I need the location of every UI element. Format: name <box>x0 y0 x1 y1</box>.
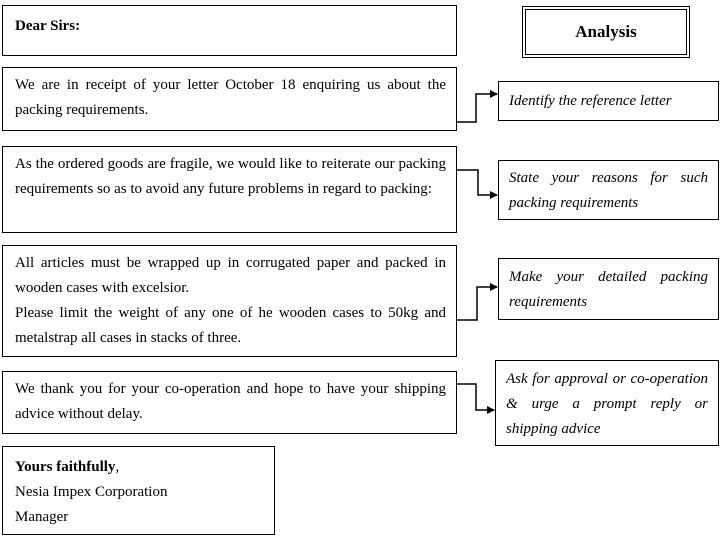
paragraph-thanks-text: We thank you for your co-operation and hope to have your shipping advice without delay. <box>15 381 446 422</box>
closing-phrase: Yours faithfully <box>15 459 116 475</box>
connector-arrow-1 <box>457 94 497 122</box>
paragraph-requirements-text-2: Please limit the weight of any one of he wooden cases to 50kg and metalstrap all cases in stacks of three. <box>15 305 446 346</box>
salutation-text: Dear Sirs: <box>15 18 81 34</box>
closing-comma: , <box>115 459 120 475</box>
paragraph-reference-text: We are in receipt of your letter October 18 enquiring us about the packing requirements. <box>15 77 446 118</box>
analysis-text-2: State your reasons for such packing requirements <box>509 170 708 211</box>
connector-arrow-3 <box>457 287 497 320</box>
analysis-text-3: Make your detailed packing requirements <box>509 269 708 310</box>
closing-company: Nesia Impex Corporation <box>15 484 168 500</box>
closing-title: Manager <box>15 509 69 525</box>
analysis-text-1: Identify the reference letter <box>509 93 672 109</box>
analysis-title: Analysis <box>525 9 687 55</box>
analysis-text-4: Ask for approval or co-operation & urge a prompt reply or shipping advice <box>506 371 708 437</box>
paragraph-reasons-text: As the ordered goods are fragile, we would like to reiterate our packing requirements so as to avoid any future problems in regard to packing: <box>15 156 446 197</box>
connector-arrow-4 <box>457 384 494 410</box>
connector-arrow-2 <box>457 170 497 195</box>
paragraph-requirements-text: All articles must be wrapped up in corrugated paper and packed in wooden cases with excelsior. <box>15 255 446 296</box>
